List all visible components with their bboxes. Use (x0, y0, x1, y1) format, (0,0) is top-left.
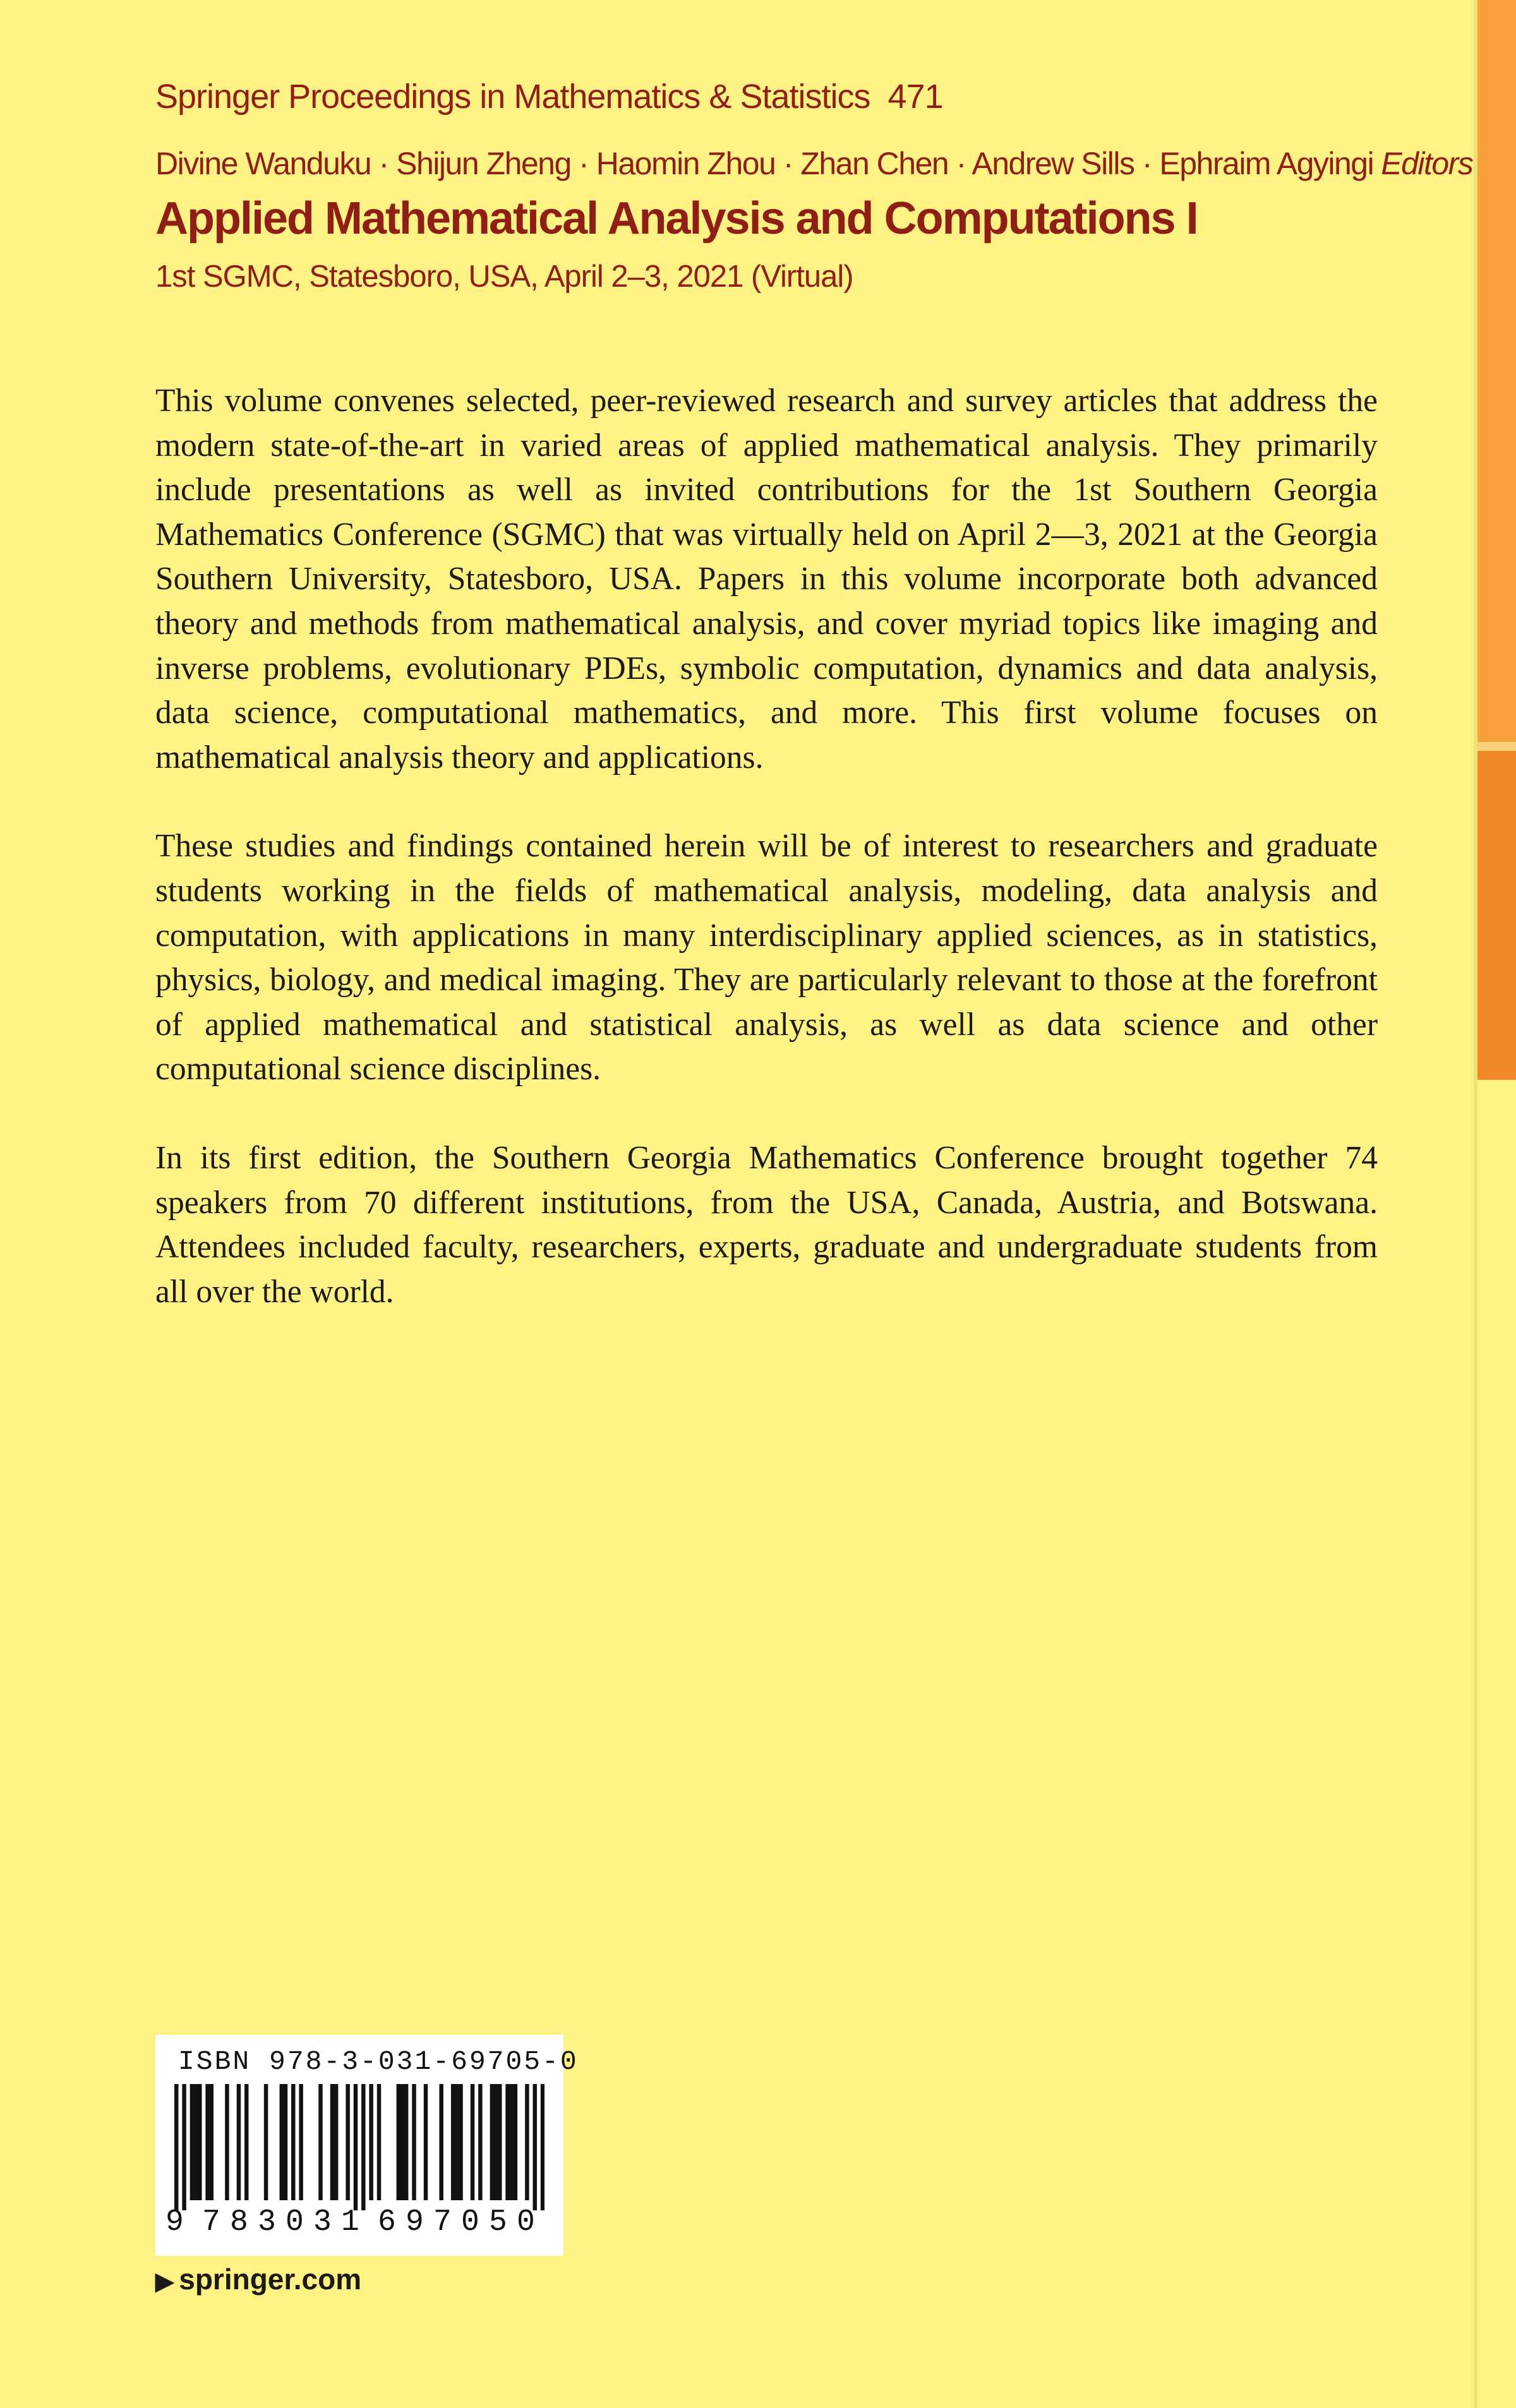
isbn-label: ISBN 978-3-031-69705-0 (178, 2046, 579, 2077)
editors-line (155, 145, 1472, 182)
ean-digits (165, 2205, 557, 2247)
ean-digit: 3 (258, 2205, 276, 2239)
barcode-bar (400, 2084, 404, 2200)
ean-digit: 0 (461, 2205, 479, 2239)
barcode-bar (182, 2084, 186, 2210)
barcode-bar (541, 2084, 544, 2210)
description-paragraph: In its first edition, the Southern Georgia Mathematics Conference brought together 74 speakers from 70 different institutions, from the USA, Canada, Austria, and Botswana. Attendees included faculty, researchers, experts, graduate and undergraduate students from all over the world. (155, 1139, 1378, 1310)
barcode-bar (264, 2084, 268, 2200)
publisher-url: springer.com (179, 2263, 362, 2296)
ean-digit: 1 (341, 2205, 359, 2239)
barcode-bar (525, 2084, 529, 2200)
ean-digit: 3 (313, 2205, 332, 2239)
barcode-bar (346, 2084, 349, 2200)
spine-stripe-gap (1477, 742, 1516, 751)
ean-digit: 6 (378, 2205, 396, 2239)
barcode-bar (369, 2084, 373, 2200)
barcode-bar (498, 2084, 502, 2200)
ean-digit: 0 (517, 2205, 535, 2239)
barcode-bar (174, 2084, 178, 2210)
barcode-bar (494, 2084, 498, 2200)
spine-stripe-bottom (1477, 751, 1516, 1080)
series-line (155, 77, 943, 116)
barcode-bar (439, 2084, 443, 2200)
triangle-right-icon: ▶ (155, 2268, 174, 2295)
ean-digit: 8 (230, 2205, 248, 2239)
barcode-bar (532, 2084, 536, 2210)
barcode-bar (318, 2084, 322, 2200)
ean-digit: 7 (202, 2205, 220, 2239)
barcode-bar (291, 2084, 295, 2200)
barcode-bar (284, 2084, 287, 2200)
isbn-barcode-box (155, 2035, 579, 2256)
barcode-bar (478, 2084, 482, 2200)
barcode-bar (194, 2084, 198, 2200)
barcode-bar (237, 2084, 241, 2200)
ean-digit: 7 (433, 2205, 452, 2239)
ean-digit: 9 (406, 2205, 424, 2239)
editor-names: Divine Wanduku · Shijun Zheng · Haomin Zhou · Zhan Chen · Andrew Sills · Ephraim Agyingi (155, 146, 1374, 181)
barcode-bar (299, 2084, 303, 2200)
barcode-bar (404, 2084, 408, 2200)
ean-digit: 9 (165, 2205, 184, 2239)
barcode-bar (471, 2084, 474, 2200)
barcode-bar (514, 2084, 517, 2200)
ean-digit: 0 (286, 2205, 304, 2239)
barcode-bar (244, 2084, 248, 2200)
barcode-bar (205, 2084, 209, 2200)
ean-digit: 5 (489, 2205, 507, 2239)
description (155, 379, 1378, 1358)
barcode-bar (354, 2084, 358, 2210)
barcode-bar (459, 2084, 462, 2200)
barcode-bar (280, 2084, 284, 2200)
barcode-bar (198, 2084, 202, 2200)
barcode-bar (451, 2084, 455, 2200)
barcode-graphic (174, 2084, 544, 2210)
barcode-bar (334, 2084, 338, 2200)
publisher-link[interactable] (155, 2262, 361, 2296)
barcode-bar (505, 2084, 509, 2200)
barcode-bar (225, 2084, 229, 2200)
book-subtitle: 1st SGMC, Statesboro, USA, April 2–3, 2021 (Virtual) (155, 260, 853, 294)
book-title: Applied Mathematical Analysis and Computations I (155, 193, 1198, 244)
barcode-bar (330, 2084, 334, 2200)
barcode-bar (361, 2084, 365, 2210)
barcode-bar (397, 2084, 400, 2200)
series-name: Springer Proceedings in Mathematics & Statistics (155, 78, 870, 116)
editors-role: Editors (1381, 146, 1473, 181)
description-paragraph: These studies and findings contained herein will be of interest to researchers and graduate students working in the fields of mathematical analysis, modeling, data analysis and computation, with applications in many interdisciplinary applied sciences, as in statistics, physics, biology, and medical imaging. They are particularly relevant to those at the forefront of applied mathematical and statistical analysis, as well as data science and other computational science disciplines. (155, 828, 1378, 1087)
barcode-bar (455, 2084, 459, 2200)
barcode-bar (412, 2084, 416, 2200)
barcode-bar (490, 2084, 494, 2200)
barcode-bar (210, 2084, 214, 2200)
description-paragraph: This volume convenes selected, peer-reviewed research and survey articles that address the modern state-of-the-art in varied areas of applied mathematical analysis. They primarily include presentations as well as invited contributions for the 1st Southern Georgia Mathematics Conference (SGMC) that was virtually held on April 2—3, 2021 at the Georgia Southern University, Statesboro, USA. Papers in this volume incorporate both advanced theory and methods from mathematical analysis, and cover myriad topics like imaging and inverse problems, evolutionary PDEs, symbolic computation, dynamics and data analysis, data science, computational mathematics, and more. This first volume focuses on mathematical analysis theory and applications. (155, 383, 1378, 776)
spine-stripe-top (1477, 0, 1516, 742)
barcode-bar (377, 2084, 381, 2200)
barcode-bar (190, 2084, 194, 2200)
barcode-bar (424, 2084, 428, 2200)
series-number: 471 (887, 78, 943, 116)
barcode-bar (509, 2084, 513, 2200)
